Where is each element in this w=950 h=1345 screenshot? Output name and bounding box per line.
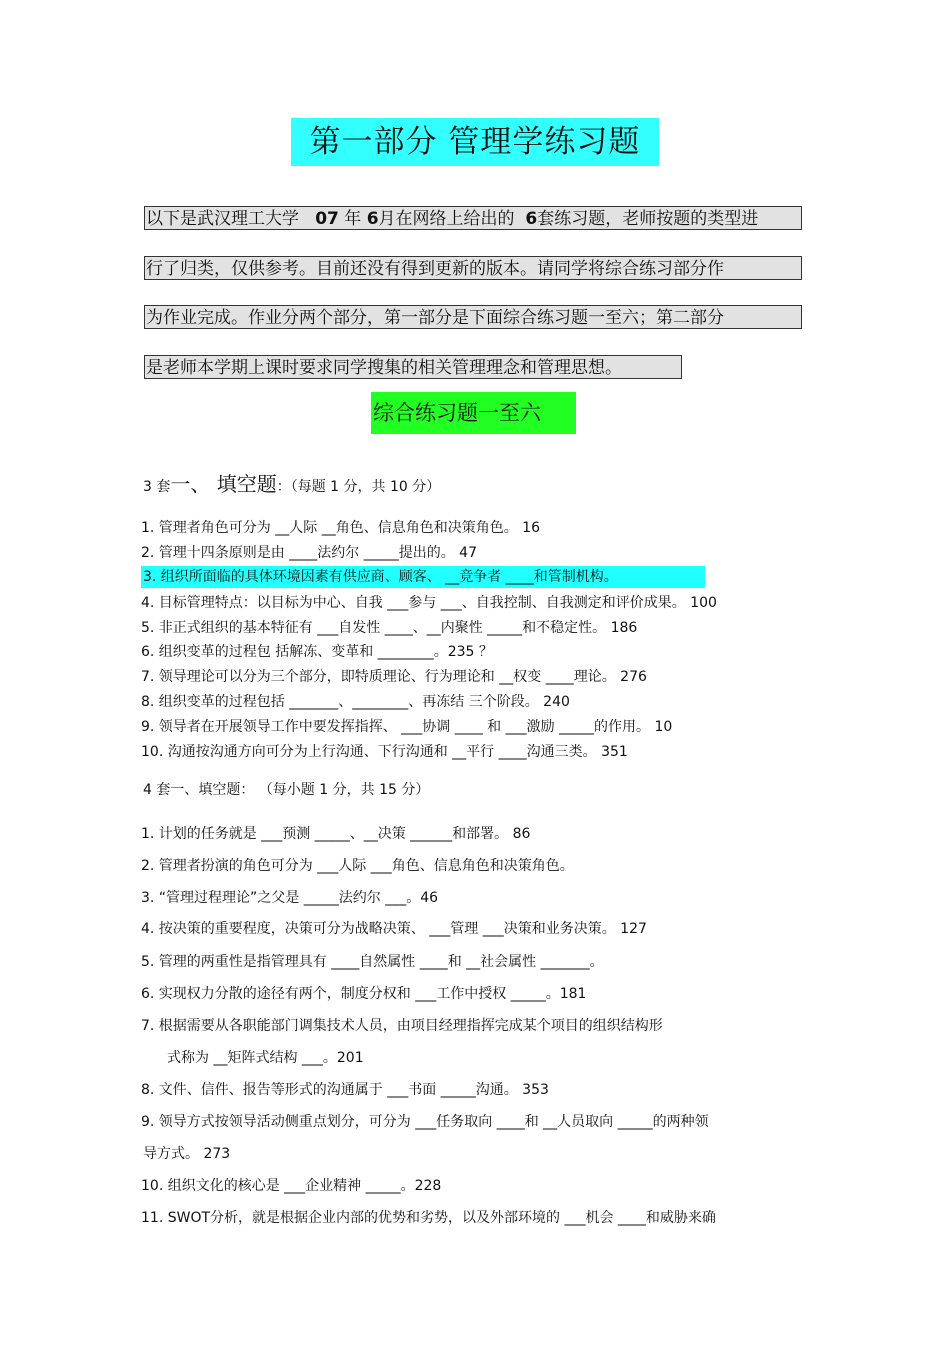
set3-question-4: 4. 目标管理特点：以目标为中心、自我 ___参与 ___、自我控制、自我测定和评价成果。 100 [141, 595, 717, 611]
set4-question-1: 1. 计划的任务就是 ___预测 _____、__决策 ______和部署。 86 [141, 826, 531, 842]
set4-question-4: 4. 按决策的重要程度，决策可分为战略决策、 ___管理 ___决策和业务决策。 127 [141, 921, 647, 937]
set3-question-10: 10. 沟通按沟通方向可分为上行沟通、下行沟通和 __平行 ____沟通三类。 351 [141, 744, 628, 760]
set4-question-9-cont: 导方式。 273 [143, 1146, 231, 1162]
set3-question-3-highlighted: 3. 组织所面临的具体环境因素有供应商、顾客、 __竞争者 ____和管制机构。 [141, 566, 705, 588]
intro-line-1: 以下是武汉理工大学 07 年 6月在网络上给出的 6套练习题，老师按题的类型进 [144, 206, 802, 230]
set4-question-5: 5. 管理的两重性是指管理具有 ____自然属性 ____和 __社会属性 _______。 [141, 954, 604, 970]
set4-question-9: 9. 领导方式按领导活动侧重点划分，可分为 ___任务取向 ____和 __人员取向 _____的两种领 [141, 1114, 709, 1130]
set3-question-8: 8. 组织变革的过程包括 _______、________、再冻结 三个阶段。 240 [141, 694, 570, 710]
set4-question-2: 2. 管理者扮演的角色可分为 ___人际 ___角色、信息角色和决策角色。 [141, 858, 574, 874]
set3-question-6: 6. 组织变革的过程包 括解冻、变革和 ________。235 ？ [141, 644, 493, 660]
set3-question-5: 5. 非正式组织的基本特征有 ___自发性 ____、__内聚性 _____和不稳定性。 186 [141, 620, 638, 636]
set3-question-7: 7. 领导理论可以分为三个部分，即特质理论、行为理论和 __权变 ____理论。 276 [141, 669, 647, 685]
page-title: 第一部分 管理学练习题 [291, 118, 659, 166]
set4-question-7-cont: 式称为 __矩阵式结构 ___。201 [167, 1050, 364, 1066]
set4-heading: 4 套一、填空题： （每小题 1 分，共 15 分） [143, 782, 430, 798]
set4-question-8: 8. 文件、信件、报告等形式的沟通属于 ___书面 _____沟通。 353 [141, 1082, 549, 1098]
set3-question-1: 1. 管理者角色可分为 __人际 __角色、信息角色和决策角色。 16 [141, 520, 540, 536]
intro-line-3: 为作业完成。作业分两个部分，第一部分是下面综合练习题一至六；第二部分 [144, 305, 802, 329]
set4-question-11: 11. SWOT分析，就是根据企业内部的优势和劣势，以及外部环境的 ___机会 ____和威胁来确 [141, 1210, 716, 1226]
set3-heading: 3 套一、 填空题：（每题 1 分，共 10 分） [143, 472, 441, 496]
intro-line-4: 是老师本学期上课时要求同学搜集的相关管理理念和管理思想。 [144, 355, 682, 379]
set4-question-6: 6. 实现权力分散的途径有两个，制度分权和 ___工作中授权 _____。181 [141, 986, 587, 1002]
intro-line-2: 行了归类，仅供参考。目前还没有得到更新的版本。请同学将综合练习部分作 [144, 256, 802, 280]
section-subtitle: 综合练习题一至六 [371, 392, 576, 434]
set4-question-7: 7. 根据需要从各职能部门调集技术人员，由项目经理指挥完成某个项目的组织结构形 [141, 1018, 663, 1034]
set3-question-9: 9. 领导者在开展领导工作中要发挥指挥、 ___协调 ____ 和 ___激励 _____的作用。 10 [141, 719, 673, 735]
set4-question-3: 3. “管理过程理论”之父是 _____法约尔 ___。46 [141, 890, 439, 906]
set4-question-10: 10. 组织文化的核心是 ___企业精神 _____。228 [141, 1178, 442, 1194]
set3-question-2: 2. 管理十四条原则是由 ____法约尔 _____提出的。 47 [141, 545, 477, 561]
